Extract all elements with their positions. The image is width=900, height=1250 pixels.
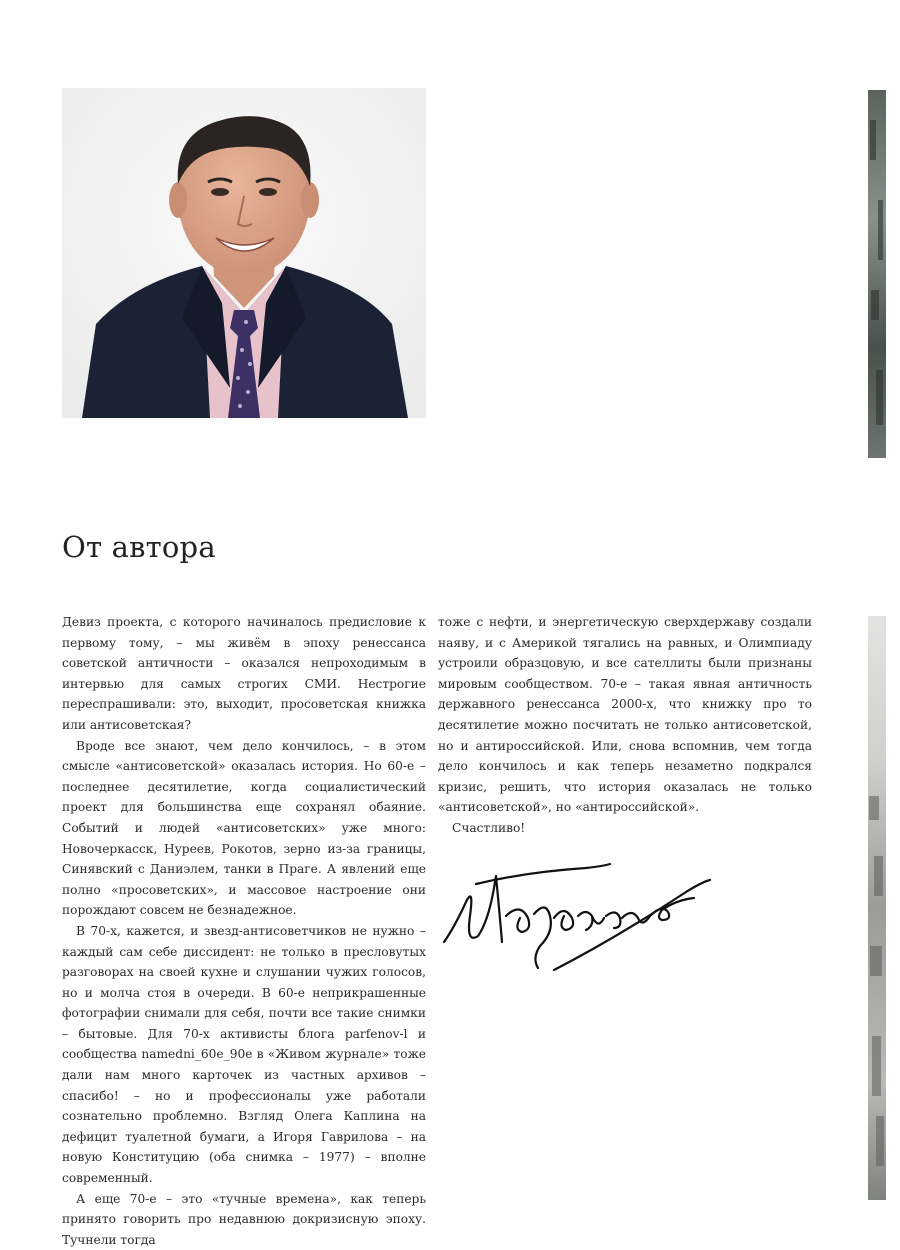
text-column-right	[438, 612, 812, 839]
adjacent-page-photo-strip-top	[868, 90, 886, 458]
paragraph: В 70-х, кажется, и звезд-антисоветчиков не нужно – каждый сам себе диссидент: не только в пресловутых разговорах на своей кухне и слушании чужих голосов, но и молча стоя в очереди. В 60-е неприкрашенные фотографии снимали для себя, почти все такие снимки – бытовые. Для 70-х активисты блога parfenov-l и сообщества namedni_60e_90e в «Живом журнале» тоже дали нам много карточек из частных архивов – спасибо! – но и профессионалы уже работали сознательно проблемно. Взгляд Олега Каплина на дефицит туалетной бумаги, а Игоря Гаврилова – на новую Конституцию (оба снимка – 1977) – вполне современный.	[62, 923, 426, 1186]
sign-off: Счастливо!	[452, 820, 526, 835]
adjacent-page-photo-strip-bottom	[868, 616, 886, 1200]
paragraph: Вроде все знают, чем дело кончилось, – в этом смысле «антисоветской» оказалась история. Но 60-е – последнее десятилетие, когда социалистический проект для большинства еще сохранял обаяние. Событий и людей «антисоветских» уже много: Новочеркасск, Нуреев, Рокотов, зерно из-за границы, Синявский с Даниэлем, танки в Праге. А явлений еще полно «просоветских», и массовое настроение они порождают совсем не безнадежное.	[62, 738, 426, 918]
author-signature	[436, 858, 728, 982]
page-title: От автора	[62, 530, 216, 564]
paragraph: А еще 70-е – это «тучные времена», как теперь принято говорить про недавнюю докризисную эпоху. Тучнели тогда	[62, 1191, 426, 1247]
paragraph: Девиз проекта, с которого начиналось предисловие к первому тому, – мы живём в эпоху ренессанса советской античности – оказался непроходимым в интервью для самых строгих СМИ. Нестрогие переспрашивали: это, выходит, просоветская книжка или антисоветская?	[62, 615, 426, 732]
paragraph: тоже с нефти, и энергетическую сверхдержаву создали наяву, и с Америкой тягались на равных, и Олимпиаду устроили образцовую, и все сателлиты были признаны мировым сообществом. 70-е – такая явная античность державного ренессанса 2000-х, что книжку про то десятилетие можно посчитать не только антисоветской, но и антироссийской. Или, снова вспомнив, чем тогда дело кончилось и как теперь незаметно подкрался кризис, решить, что история оказалась не только «антисоветской», но «антироссийской».	[438, 615, 812, 815]
text-column-left	[62, 612, 426, 1250]
author-photo	[62, 88, 426, 418]
